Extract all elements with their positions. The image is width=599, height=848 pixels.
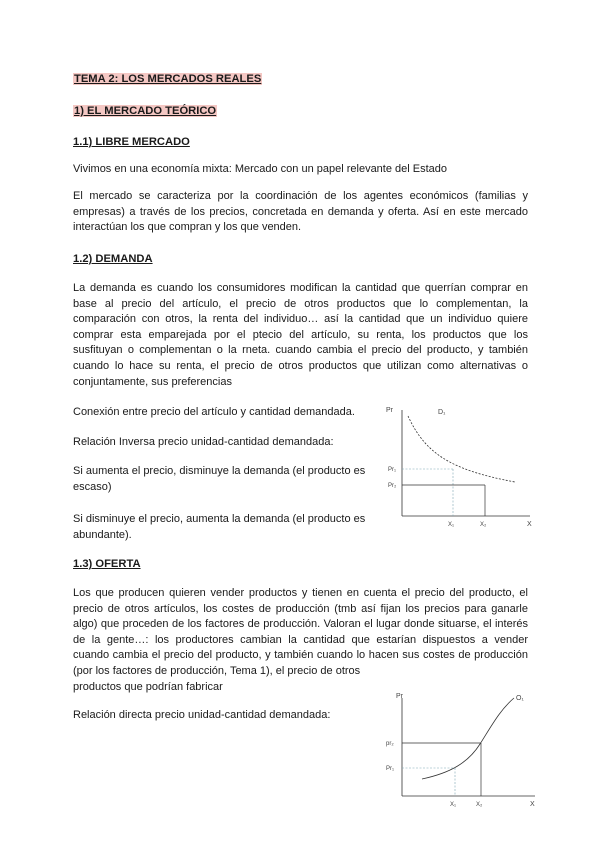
paragraph-economia-mixta: Vivimos en una economía mixta: Mercado con un papel relevante del Estado bbox=[73, 163, 448, 175]
demand-x-axis-label: X bbox=[527, 521, 532, 528]
supply-x-axis-label: X bbox=[530, 801, 535, 808]
title-text: TEMA 2: LOS MERCADOS REALES bbox=[74, 73, 262, 85]
supply-x2-label: X₂ bbox=[476, 802, 483, 808]
demand-y-axis-label: Pr bbox=[386, 407, 393, 414]
section-heading-1 bbox=[73, 104, 217, 118]
paragraph-relacion-inversa: Relación Inversa precio unidad-cantidad demandada: bbox=[73, 436, 334, 448]
section-heading-1-text: 1) EL MERCADO TEÓRICO bbox=[74, 105, 217, 117]
subsection-heading-1-1: 1.1) LIBRE MERCADO bbox=[73, 136, 190, 148]
paragraph-conexion: Conexión entre precio del artículo y cantidad demandada. bbox=[73, 406, 355, 418]
demand-x2-label: X₂ bbox=[480, 522, 487, 528]
supply-curve-label: O₁ bbox=[516, 695, 524, 702]
demand-curve-label: D₁ bbox=[438, 409, 446, 416]
supply-p2-label: pr₂ bbox=[386, 741, 394, 747]
paragraph-mercado: El mercado se caracteriza por la coordinación de los agentes económicos (familias y empresas) a través de los precios, concretada en demanda y oferta. Así en este mercado interactúan los que compran y los que venden. bbox=[73, 190, 528, 234]
demand-curve-graph bbox=[380, 398, 540, 534]
subsection-heading-1-3: 1.3) OFERTA bbox=[73, 558, 141, 570]
supply-curve-graph bbox=[380, 688, 545, 816]
supply-y-axis-label: Pr bbox=[396, 693, 403, 700]
paragraph-disminuye-precio: Si disminuye el precio, aumenta la demanda (el producto es abundante). bbox=[73, 513, 366, 541]
supply-curve bbox=[422, 698, 514, 779]
document-title bbox=[73, 72, 262, 86]
demand-curve bbox=[408, 416, 515, 482]
supply-p1-label: Pr₁ bbox=[386, 766, 395, 772]
paragraph-relacion-directa: Relación directa precio unidad-cantidad demandada: bbox=[73, 709, 331, 721]
paragraph-oferta: Los que producen quieren vender productos y tienen en cuenta el precio del producto, el precio de otros artículos, los costes de producción (tmb así fijan los precios para ganarle algo) que proceden de los factores de producción. Valoran el lugar donde situarse, el interés de la gente…: los productores cambian la cantidad que estarían dispuestos a vender cuando cambia el precio del producto, y también cuando lo hacen sus costes de producción (por los factores de producción, Tema 1), el precio de otros productos que podrían fabricar bbox=[73, 587, 528, 693]
demand-x1-label: X₁ bbox=[448, 522, 455, 528]
demand-p1-label: Pr₁ bbox=[388, 467, 397, 473]
paragraph-aumenta-precio: Si aumenta el precio, disminuye la demanda (el producto es escaso) bbox=[73, 465, 366, 493]
subsection-heading-1-2: 1.2) DEMANDA bbox=[73, 253, 153, 265]
demand-p2-label: Pr₂ bbox=[388, 483, 397, 489]
paragraph-demanda: La demanda es cuando los consumidores modifican la cantidad que querrían comprar en base al precio del artículo, el precio de otros productos que lo complementan, la comparación con otros, la renta del individuo… así la cantidad que un individuo quiere comprar esta emparejada por el ptecio del artículo, su renta, los productos que los susfituyan o complementan o la rneta. cuando cambia el precio del producto, y también cuando lo hace su renta, el precio de otros productos que utilizan como alternativas o conjuntamente, sus preferencias bbox=[73, 282, 528, 388]
supply-x1-label: X₁ bbox=[450, 802, 457, 808]
